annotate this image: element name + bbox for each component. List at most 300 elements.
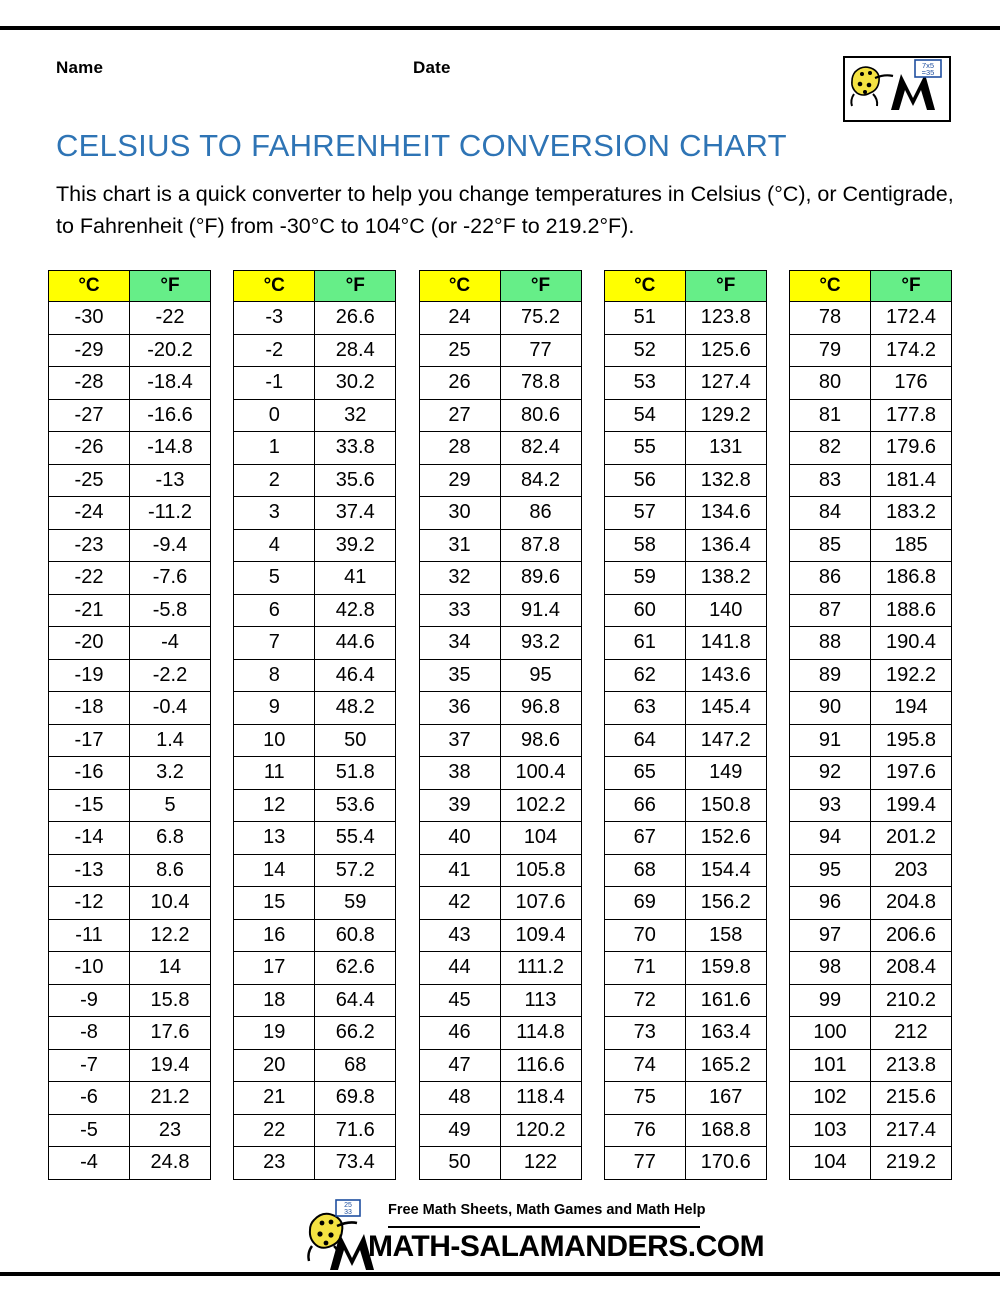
table-row bbox=[419, 562, 581, 595]
celsius-value: 34 bbox=[419, 627, 500, 660]
celsius-value: 51 bbox=[604, 302, 685, 335]
table-row bbox=[49, 692, 211, 725]
fahrenheit-value: 60.8 bbox=[315, 919, 396, 952]
fahrenheit-value: 102.2 bbox=[500, 789, 581, 822]
fahrenheit-value: 217.4 bbox=[871, 1114, 952, 1147]
table-row bbox=[234, 367, 396, 400]
fahrenheit-value: 41 bbox=[315, 562, 396, 595]
table-row bbox=[419, 529, 581, 562]
celsius-value: 10 bbox=[234, 724, 315, 757]
celsius-value: 18 bbox=[234, 984, 315, 1017]
fahrenheit-value: 129.2 bbox=[685, 399, 766, 432]
celsius-value: 71 bbox=[604, 952, 685, 985]
table-row bbox=[790, 627, 952, 660]
fahrenheit-value: 71.6 bbox=[315, 1114, 396, 1147]
celsius-header: °C bbox=[49, 271, 130, 302]
fahrenheit-value: 23 bbox=[130, 1114, 211, 1147]
celsius-value: -10 bbox=[49, 952, 130, 985]
table-row bbox=[604, 367, 766, 400]
table-row bbox=[419, 854, 581, 887]
celsius-value: 5 bbox=[234, 562, 315, 595]
celsius-value: 53 bbox=[604, 367, 685, 400]
footer-site-name: MATH-SALAMANDERS.COM bbox=[368, 1230, 765, 1263]
fahrenheit-value: 82.4 bbox=[500, 432, 581, 465]
fahrenheit-value: 197.6 bbox=[871, 757, 952, 790]
table-row bbox=[604, 659, 766, 692]
table-row bbox=[49, 1114, 211, 1147]
svg-text:33: 33 bbox=[344, 1209, 352, 1216]
fahrenheit-value: 186.8 bbox=[871, 562, 952, 595]
table-row bbox=[604, 724, 766, 757]
fahrenheit-value: 127.4 bbox=[685, 367, 766, 400]
table-row bbox=[790, 464, 952, 497]
celsius-value: 42 bbox=[419, 887, 500, 920]
table-row bbox=[419, 919, 581, 952]
fahrenheit-value: -16.6 bbox=[130, 399, 211, 432]
fahrenheit-value: 95 bbox=[500, 659, 581, 692]
name-label: Name bbox=[56, 58, 104, 77]
celsius-value: 27 bbox=[419, 399, 500, 432]
fahrenheit-value: -0.4 bbox=[130, 692, 211, 725]
fahrenheit-value: 33.8 bbox=[315, 432, 396, 465]
fahrenheit-value: 39.2 bbox=[315, 529, 396, 562]
fahrenheit-value: 28.4 bbox=[315, 334, 396, 367]
table-row bbox=[419, 1082, 581, 1115]
fahrenheit-value: 138.2 bbox=[685, 562, 766, 595]
fahrenheit-value: 170.6 bbox=[685, 1147, 766, 1180]
celsius-value: 26 bbox=[419, 367, 500, 400]
page-title: CELSIUS TO FAHRENHEIT CONVERSION CHART bbox=[56, 128, 787, 163]
table-row bbox=[419, 627, 581, 660]
fahrenheit-value: -18.4 bbox=[130, 367, 211, 400]
celsius-value: -9 bbox=[49, 984, 130, 1017]
fahrenheit-value: 68 bbox=[315, 1049, 396, 1082]
fahrenheit-value: 158 bbox=[685, 919, 766, 952]
table-row bbox=[604, 984, 766, 1017]
table-row bbox=[49, 887, 211, 920]
table-row bbox=[604, 399, 766, 432]
celsius-value: 64 bbox=[604, 724, 685, 757]
celsius-value: 79 bbox=[790, 334, 871, 367]
celsius-value: 66 bbox=[604, 789, 685, 822]
celsius-value: 23 bbox=[234, 1147, 315, 1180]
fahrenheit-value: 113 bbox=[500, 984, 581, 1017]
celsius-value: 48 bbox=[419, 1082, 500, 1115]
fahrenheit-value: 84.2 bbox=[500, 464, 581, 497]
table-row bbox=[604, 497, 766, 530]
celsius-value: 99 bbox=[790, 984, 871, 1017]
celsius-value: 35 bbox=[419, 659, 500, 692]
fahrenheit-value: -5.8 bbox=[130, 594, 211, 627]
celsius-value: 1 bbox=[234, 432, 315, 465]
celsius-value: 103 bbox=[790, 1114, 871, 1147]
celsius-value: 43 bbox=[419, 919, 500, 952]
celsius-value: 70 bbox=[604, 919, 685, 952]
fahrenheit-value: 96.8 bbox=[500, 692, 581, 725]
fahrenheit-value: 46.4 bbox=[315, 659, 396, 692]
table-row bbox=[790, 594, 952, 627]
celsius-value: 104 bbox=[790, 1147, 871, 1180]
celsius-value: 69 bbox=[604, 887, 685, 920]
fahrenheit-value: 167 bbox=[685, 1082, 766, 1115]
table-row bbox=[49, 1147, 211, 1180]
fahrenheit-value: 116.6 bbox=[500, 1049, 581, 1082]
celsius-header: °C bbox=[419, 271, 500, 302]
table-row bbox=[234, 1082, 396, 1115]
celsius-value: 77 bbox=[604, 1147, 685, 1180]
fahrenheit-value: 179.6 bbox=[871, 432, 952, 465]
fahrenheit-value: 143.6 bbox=[685, 659, 766, 692]
celsius-value: -14 bbox=[49, 822, 130, 855]
celsius-value: 88 bbox=[790, 627, 871, 660]
fahrenheit-header: °F bbox=[685, 271, 766, 302]
fahrenheit-value: 141.8 bbox=[685, 627, 766, 660]
table-row bbox=[790, 854, 952, 887]
table-row bbox=[790, 497, 952, 530]
celsius-value: 2 bbox=[234, 464, 315, 497]
conversion-table-1 bbox=[48, 270, 211, 1180]
table-row bbox=[234, 302, 396, 335]
table-row bbox=[419, 659, 581, 692]
celsius-value: 3 bbox=[234, 497, 315, 530]
table-row bbox=[604, 562, 766, 595]
fahrenheit-value: 147.2 bbox=[685, 724, 766, 757]
fahrenheit-value: -20.2 bbox=[130, 334, 211, 367]
svg-text:=35: =35 bbox=[921, 68, 935, 77]
celsius-value: 86 bbox=[790, 562, 871, 595]
fahrenheit-value: 104 bbox=[500, 822, 581, 855]
fahrenheit-value: 118.4 bbox=[500, 1082, 581, 1115]
table-row bbox=[234, 627, 396, 660]
table-row bbox=[790, 1017, 952, 1050]
table-header-row bbox=[790, 271, 952, 302]
fahrenheit-value: 69.8 bbox=[315, 1082, 396, 1115]
table-row bbox=[604, 1147, 766, 1180]
fahrenheit-value: 132.8 bbox=[685, 464, 766, 497]
celsius-value: 8 bbox=[234, 659, 315, 692]
table-row bbox=[604, 757, 766, 790]
table-row bbox=[790, 984, 952, 1017]
celsius-value: -15 bbox=[49, 789, 130, 822]
fahrenheit-value: 201.2 bbox=[871, 822, 952, 855]
table-row bbox=[419, 984, 581, 1017]
fahrenheit-value: 188.6 bbox=[871, 594, 952, 627]
fahrenheit-value: 210.2 bbox=[871, 984, 952, 1017]
fahrenheit-value: 50 bbox=[315, 724, 396, 757]
conversion-table-3 bbox=[419, 270, 582, 1180]
celsius-value: 96 bbox=[790, 887, 871, 920]
celsius-value: 16 bbox=[234, 919, 315, 952]
celsius-value: 67 bbox=[604, 822, 685, 855]
table-row bbox=[234, 984, 396, 1017]
celsius-value: 54 bbox=[604, 399, 685, 432]
table-row bbox=[790, 952, 952, 985]
celsius-value: 63 bbox=[604, 692, 685, 725]
table-row bbox=[49, 562, 211, 595]
celsius-value: -2 bbox=[234, 334, 315, 367]
celsius-value: 12 bbox=[234, 789, 315, 822]
celsius-value: 55 bbox=[604, 432, 685, 465]
celsius-value: 30 bbox=[419, 497, 500, 530]
table-row bbox=[419, 822, 581, 855]
celsius-value: 95 bbox=[790, 854, 871, 887]
table-row bbox=[790, 757, 952, 790]
table-header-row bbox=[234, 271, 396, 302]
table-row bbox=[49, 367, 211, 400]
celsius-value: -8 bbox=[49, 1017, 130, 1050]
celsius-value: 76 bbox=[604, 1114, 685, 1147]
celsius-value: 90 bbox=[790, 692, 871, 725]
fahrenheit-value: 208.4 bbox=[871, 952, 952, 985]
celsius-value: 31 bbox=[419, 529, 500, 562]
table-row bbox=[234, 464, 396, 497]
fahrenheit-value: 15.8 bbox=[130, 984, 211, 1017]
fahrenheit-value: 57.2 bbox=[315, 854, 396, 887]
table-row bbox=[419, 692, 581, 725]
table-row bbox=[790, 659, 952, 692]
table-row bbox=[49, 984, 211, 1017]
fahrenheit-value: 206.6 bbox=[871, 919, 952, 952]
table-row bbox=[419, 757, 581, 790]
fahrenheit-value: 131 bbox=[685, 432, 766, 465]
celsius-value: 13 bbox=[234, 822, 315, 855]
fahrenheit-value: 14 bbox=[130, 952, 211, 985]
table-row bbox=[49, 919, 211, 952]
fahrenheit-value: -2.2 bbox=[130, 659, 211, 692]
fahrenheit-value: 199.4 bbox=[871, 789, 952, 822]
table-row bbox=[604, 1082, 766, 1115]
fahrenheit-value: 109.4 bbox=[500, 919, 581, 952]
celsius-value: 11 bbox=[234, 757, 315, 790]
fahrenheit-value: 107.6 bbox=[500, 887, 581, 920]
fahrenheit-value: 114.8 bbox=[500, 1017, 581, 1050]
table-row bbox=[419, 594, 581, 627]
fahrenheit-value: 168.8 bbox=[685, 1114, 766, 1147]
celsius-value: -1 bbox=[234, 367, 315, 400]
salamander-logo bbox=[843, 56, 951, 122]
table-row bbox=[234, 887, 396, 920]
celsius-value: 84 bbox=[790, 497, 871, 530]
celsius-value: 21 bbox=[234, 1082, 315, 1115]
celsius-value: 33 bbox=[419, 594, 500, 627]
footer-tagline: Free Math Sheets, Math Games and Math Help bbox=[388, 1202, 706, 1218]
fahrenheit-value: 100.4 bbox=[500, 757, 581, 790]
celsius-value: 57 bbox=[604, 497, 685, 530]
fahrenheit-value: 98.6 bbox=[500, 724, 581, 757]
table-row bbox=[604, 1017, 766, 1050]
celsius-value: 58 bbox=[604, 529, 685, 562]
celsius-value: 40 bbox=[419, 822, 500, 855]
celsius-value: -26 bbox=[49, 432, 130, 465]
celsius-value: -29 bbox=[49, 334, 130, 367]
celsius-value: 73 bbox=[604, 1017, 685, 1050]
celsius-value: 39 bbox=[419, 789, 500, 822]
table-row bbox=[419, 399, 581, 432]
table-row bbox=[234, 334, 396, 367]
celsius-value: 25 bbox=[419, 334, 500, 367]
table-row bbox=[234, 497, 396, 530]
celsius-value: 49 bbox=[419, 1114, 500, 1147]
fahrenheit-value: 59 bbox=[315, 887, 396, 920]
celsius-value: -16 bbox=[49, 757, 130, 790]
svg-text:7x5: 7x5 bbox=[921, 61, 935, 70]
table-row bbox=[234, 822, 396, 855]
celsius-value: -19 bbox=[49, 659, 130, 692]
celsius-value: 74 bbox=[604, 1049, 685, 1082]
table-row bbox=[604, 789, 766, 822]
fahrenheit-value: 174.2 bbox=[871, 334, 952, 367]
table-row bbox=[419, 887, 581, 920]
celsius-value: -17 bbox=[49, 724, 130, 757]
fahrenheit-value: 163.4 bbox=[685, 1017, 766, 1050]
celsius-value: 14 bbox=[234, 854, 315, 887]
table-row bbox=[790, 562, 952, 595]
table-row bbox=[234, 919, 396, 952]
table-row bbox=[49, 724, 211, 757]
fahrenheit-value: 215.6 bbox=[871, 1082, 952, 1115]
celsius-value: 68 bbox=[604, 854, 685, 887]
fahrenheit-value: 32 bbox=[315, 399, 396, 432]
table-row bbox=[604, 594, 766, 627]
fahrenheit-value: 154.4 bbox=[685, 854, 766, 887]
table-row bbox=[234, 399, 396, 432]
fahrenheit-value: -22 bbox=[130, 302, 211, 335]
fahrenheit-value: 75.2 bbox=[500, 302, 581, 335]
fahrenheit-value: 64.4 bbox=[315, 984, 396, 1017]
table-row bbox=[419, 789, 581, 822]
fahrenheit-value: 165.2 bbox=[685, 1049, 766, 1082]
conversion-table-4 bbox=[604, 270, 767, 1180]
table-row bbox=[419, 724, 581, 757]
celsius-value: -3 bbox=[234, 302, 315, 335]
table-row bbox=[790, 724, 952, 757]
table-row bbox=[419, 1017, 581, 1050]
celsius-value: 61 bbox=[604, 627, 685, 660]
celsius-value: 20 bbox=[234, 1049, 315, 1082]
table-row bbox=[790, 822, 952, 855]
celsius-value: -24 bbox=[49, 497, 130, 530]
table-row bbox=[604, 887, 766, 920]
celsius-value: 37 bbox=[419, 724, 500, 757]
fahrenheit-value: 78.8 bbox=[500, 367, 581, 400]
fahrenheit-value: 12.2 bbox=[130, 919, 211, 952]
fahrenheit-value: 149 bbox=[685, 757, 766, 790]
table-row bbox=[234, 529, 396, 562]
table-row bbox=[49, 789, 211, 822]
fahrenheit-value: 194 bbox=[871, 692, 952, 725]
fahrenheit-value: -11.2 bbox=[130, 497, 211, 530]
celsius-value: 60 bbox=[604, 594, 685, 627]
fahrenheit-value: 87.8 bbox=[500, 529, 581, 562]
celsius-value: 7 bbox=[234, 627, 315, 660]
fahrenheit-value: 120.2 bbox=[500, 1114, 581, 1147]
table-row bbox=[49, 432, 211, 465]
celsius-value: -20 bbox=[49, 627, 130, 660]
table-row bbox=[419, 464, 581, 497]
table-row bbox=[790, 1114, 952, 1147]
table-row bbox=[49, 627, 211, 660]
fahrenheit-header: °F bbox=[500, 271, 581, 302]
celsius-value: 81 bbox=[790, 399, 871, 432]
fahrenheit-value: 93.2 bbox=[500, 627, 581, 660]
celsius-value: 24 bbox=[419, 302, 500, 335]
fahrenheit-value: 62.6 bbox=[315, 952, 396, 985]
table-row bbox=[234, 789, 396, 822]
fahrenheit-value: 185 bbox=[871, 529, 952, 562]
table-row bbox=[604, 1114, 766, 1147]
table-row bbox=[604, 334, 766, 367]
table-row bbox=[604, 529, 766, 562]
celsius-value: -12 bbox=[49, 887, 130, 920]
table-row bbox=[790, 789, 952, 822]
table-row bbox=[234, 692, 396, 725]
celsius-value: 100 bbox=[790, 1017, 871, 1050]
table-row bbox=[604, 302, 766, 335]
celsius-value: 97 bbox=[790, 919, 871, 952]
celsius-value: 17 bbox=[234, 952, 315, 985]
fahrenheit-value: 212 bbox=[871, 1017, 952, 1050]
table-row bbox=[790, 692, 952, 725]
conversion-table-5 bbox=[789, 270, 952, 1180]
table-row bbox=[604, 692, 766, 725]
fahrenheit-header: °F bbox=[130, 271, 211, 302]
fahrenheit-value: -13 bbox=[130, 464, 211, 497]
celsius-value: 45 bbox=[419, 984, 500, 1017]
fahrenheit-value: 44.6 bbox=[315, 627, 396, 660]
table-row bbox=[49, 659, 211, 692]
celsius-value: 41 bbox=[419, 854, 500, 887]
table-row bbox=[49, 594, 211, 627]
table-row bbox=[419, 302, 581, 335]
celsius-value: -22 bbox=[49, 562, 130, 595]
celsius-header: °C bbox=[234, 271, 315, 302]
celsius-value: -21 bbox=[49, 594, 130, 627]
table-row bbox=[419, 1114, 581, 1147]
fahrenheit-value: 161.6 bbox=[685, 984, 766, 1017]
celsius-value: 72 bbox=[604, 984, 685, 1017]
table-row bbox=[234, 562, 396, 595]
celsius-value: 52 bbox=[604, 334, 685, 367]
celsius-value: 80 bbox=[790, 367, 871, 400]
celsius-value: 94 bbox=[790, 822, 871, 855]
fahrenheit-value: 159.8 bbox=[685, 952, 766, 985]
table-row bbox=[234, 659, 396, 692]
celsius-value: 102 bbox=[790, 1082, 871, 1115]
fahrenheit-value: 156.2 bbox=[685, 887, 766, 920]
celsius-value: -27 bbox=[49, 399, 130, 432]
celsius-value: 92 bbox=[790, 757, 871, 790]
fahrenheit-value: 183.2 bbox=[871, 497, 952, 530]
table-row bbox=[604, 952, 766, 985]
celsius-value: 4 bbox=[234, 529, 315, 562]
table-row bbox=[604, 822, 766, 855]
fahrenheit-value: 30.2 bbox=[315, 367, 396, 400]
fahrenheit-value: -4 bbox=[130, 627, 211, 660]
fahrenheit-value: 89.6 bbox=[500, 562, 581, 595]
fahrenheit-value: 24.8 bbox=[130, 1147, 211, 1180]
fahrenheit-value: 125.6 bbox=[685, 334, 766, 367]
celsius-value: 6 bbox=[234, 594, 315, 627]
fahrenheit-value: 21.2 bbox=[130, 1082, 211, 1115]
fahrenheit-value: 136.4 bbox=[685, 529, 766, 562]
fahrenheit-value: 134.6 bbox=[685, 497, 766, 530]
fahrenheit-value: 176 bbox=[871, 367, 952, 400]
fahrenheit-value: 105.8 bbox=[500, 854, 581, 887]
celsius-value: -18 bbox=[49, 692, 130, 725]
celsius-value: 47 bbox=[419, 1049, 500, 1082]
table-row bbox=[419, 497, 581, 530]
table-row bbox=[234, 757, 396, 790]
